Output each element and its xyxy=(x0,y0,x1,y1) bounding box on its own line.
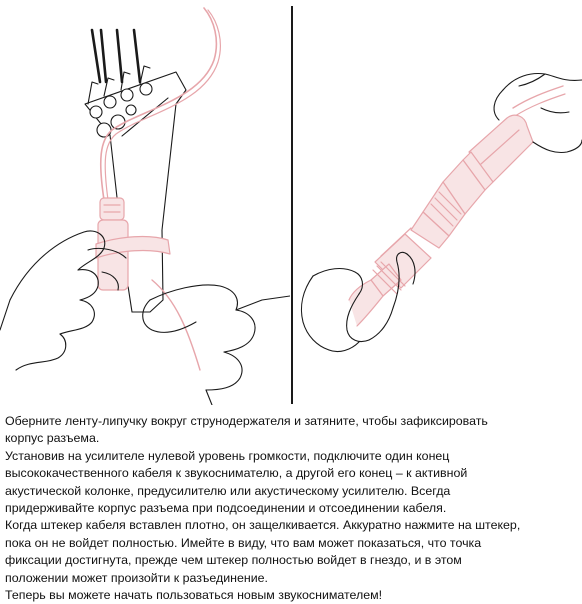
instructions-text xyxy=(5,413,580,604)
instruction-line: фиксации достигнута, прежде чем штекер полностью войдет в гнездо, и в этом xyxy=(5,553,462,568)
plug-body-icon xyxy=(411,115,533,248)
instruction-line: Теперь вы можете начать пользоваться новым звукоснимателем! xyxy=(5,588,383,603)
instruction-line: высококачественного кабеля к звукоснимателю, а другой его конец – к активной xyxy=(5,466,468,481)
instruction-line: акустической колонке, предусилителю или акустическому усилителю. Всегда xyxy=(5,483,451,498)
instruction-line: корпус разъема. xyxy=(5,431,100,446)
right-hand-icon xyxy=(143,285,290,405)
instruction-line: Установив на усилителе нулевой уровень громкости, подключите один конец xyxy=(5,448,450,463)
instruction-line: Оберните ленту-липучку вокруг струнодержателя и затяните, чтобы зафиксировать xyxy=(5,414,488,428)
cable-plug-connection-illustration xyxy=(293,0,582,405)
instruction-line: положении может произойти к разъединение. xyxy=(5,570,268,585)
strings-icon xyxy=(92,30,140,82)
tailpiece-velcro-strap-illustration xyxy=(0,0,290,405)
instruction-line: Когда штекер кабеля вставлен плотно, он защелкивается. Аккуратно нажмите на штекер, xyxy=(5,518,521,533)
socket-housing-icon xyxy=(349,228,431,326)
instruction-line: пока он не войдет полностью. Имейте в виду, что вам может показаться, что точка xyxy=(5,535,482,550)
instruction-line: придерживайте корпус разъема при подсоединении и отсоединении кабеля. xyxy=(5,501,447,516)
